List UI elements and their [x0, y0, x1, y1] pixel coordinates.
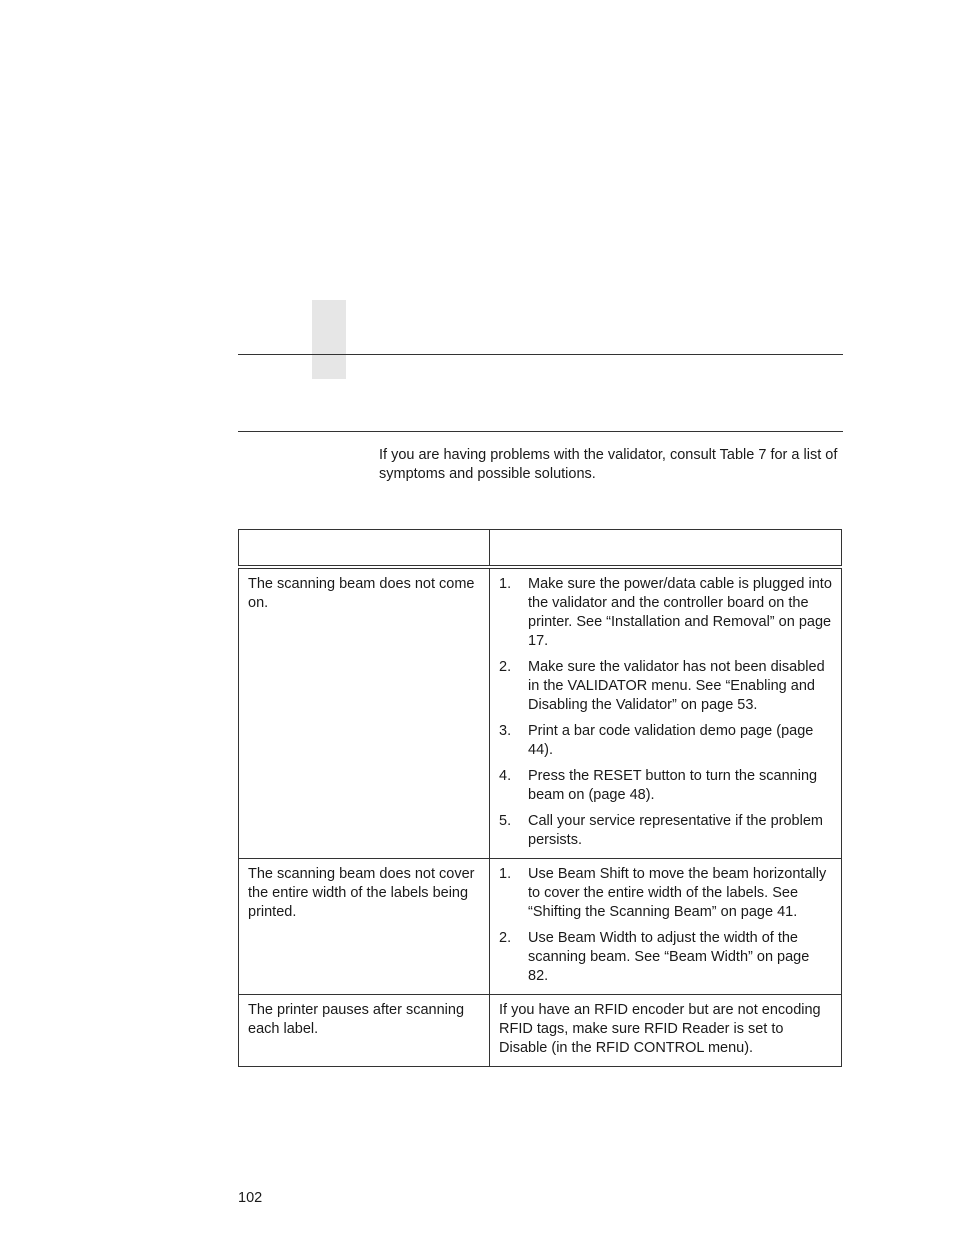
column-header-solution	[490, 530, 842, 568]
troubleshooting-table	[238, 529, 842, 1067]
solution-step	[499, 722, 833, 760]
column-header-symptom	[239, 530, 490, 568]
solution-step	[499, 812, 833, 850]
solution-step	[499, 767, 833, 805]
section-rule	[238, 431, 843, 432]
step-text: Use Beam Shift to move the beam horizontally to cover the entire width of the labels. See “Shifting the Scanning Beam” on page 41.	[528, 866, 827, 920]
solution-step	[499, 929, 833, 986]
table-row	[239, 995, 842, 1067]
step-number: 4.	[499, 768, 512, 784]
intro-paragraph: If you are having problems with the validator, consult Table 7 for a list of symptoms and possible solutions.	[379, 447, 838, 482]
solution-cell: If you have an RFID encoder but are not encoding RFID tags, make sure RFID Reader is set to Disable (in the RFID CONTROL menu).	[490, 995, 842, 1067]
table-row	[239, 567, 842, 859]
solution-cell	[490, 567, 842, 859]
solution-step	[499, 865, 833, 922]
step-number: 2.	[499, 930, 512, 946]
chapter-tab	[312, 300, 346, 379]
step-text: Use Beam Width to adjust the width of the scanning beam. See “Beam Width” on page 82.	[528, 930, 810, 984]
solution-steps	[499, 575, 833, 850]
step-number: 5.	[499, 813, 512, 829]
step-text: Press the RESET button to turn the scanning beam on (page 48).	[528, 768, 818, 803]
table-header-row	[239, 530, 842, 568]
step-text: Make sure the power/data cable is plugged into the validator and the controller board on the printer. See “Installation and Removal” on page 17.	[528, 576, 832, 649]
solution-step	[499, 658, 833, 715]
symptom-cell: The scanning beam does not come on.	[239, 567, 490, 859]
symptom-cell: The printer pauses after scanning each label.	[239, 995, 490, 1067]
solution-step	[499, 575, 833, 651]
step-number: 1.	[499, 576, 512, 592]
step-text: Make sure the validator has not been disabled in the VALIDATOR menu. See “Enabling and Disabling the Validator” on page 53.	[528, 659, 825, 713]
step-text: Call your service representative if the problem persists.	[528, 813, 823, 848]
solution-cell	[490, 859, 842, 995]
chapter-rule	[238, 354, 843, 355]
page-number: 102	[238, 1190, 263, 1206]
step-text: Print a bar code validation demo page (page 44).	[528, 723, 814, 758]
step-number: 2.	[499, 659, 512, 675]
solution-steps	[499, 865, 833, 986]
symptom-cell: The scanning beam does not cover the entire width of the labels being printed.	[239, 859, 490, 995]
step-number: 1.	[499, 866, 512, 882]
step-number: 3.	[499, 723, 512, 739]
table-row	[239, 859, 842, 995]
